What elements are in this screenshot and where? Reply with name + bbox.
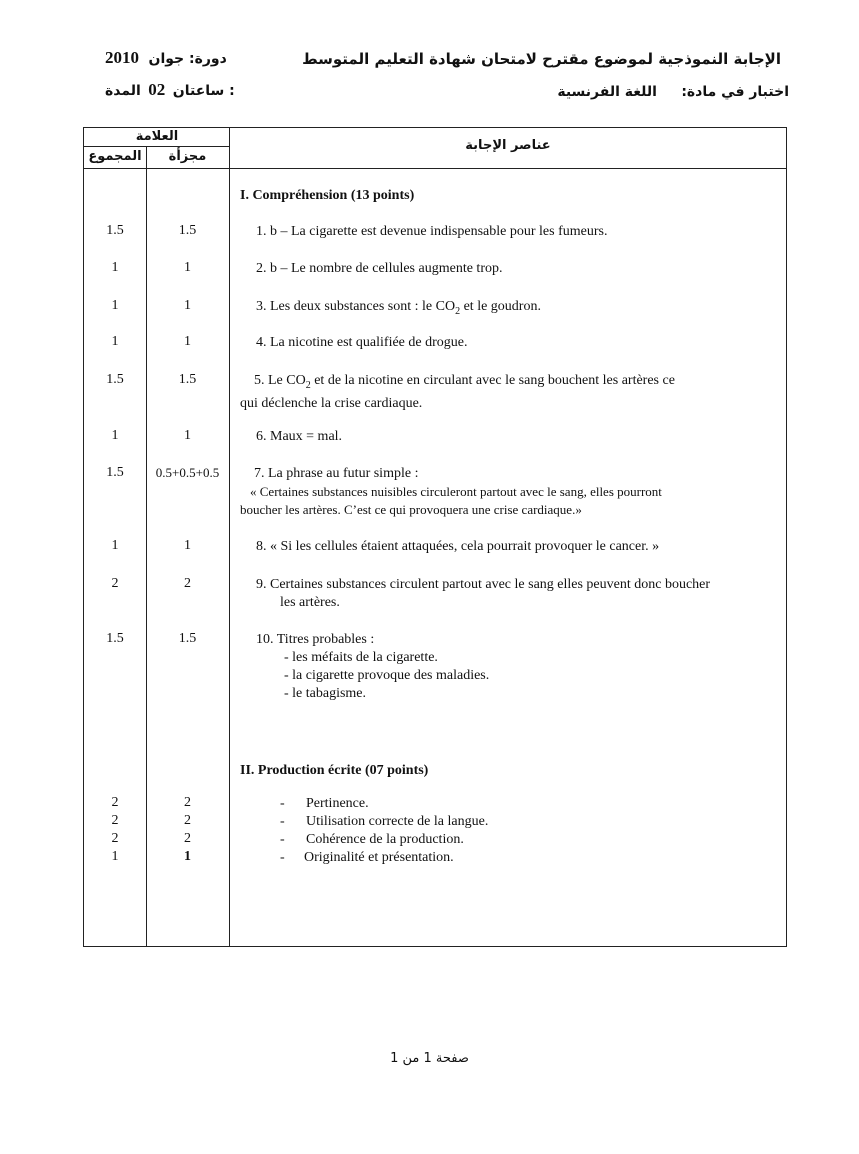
title-list <box>242 649 778 703</box>
total-mark: 2 <box>111 813 119 828</box>
bullet-dash: - <box>280 814 285 829</box>
answers-header: عناصر الإجابة <box>465 138 551 153</box>
total-mark: 1 <box>111 428 119 443</box>
subject-value: اللغة الفرنسية <box>557 84 657 100</box>
duration-label: المدة : <box>105 83 235 99</box>
list-item: - les méfaits de la cigarette. <box>284 650 438 665</box>
document-title: الإجابة النموذجية لموضوع مقترح لامتحان شهادة التعليم المتوسط <box>302 50 781 68</box>
partial-mark: 1.5 <box>178 631 197 646</box>
partial-mark: 1.5 <box>178 223 197 238</box>
answer-text-line: qui déclenche la crise cardiaque. <box>240 395 423 411</box>
criterion-text <box>240 831 778 849</box>
criterion-label: Utilisation correcte de la langue. <box>306 814 489 829</box>
answer-text <box>256 576 778 612</box>
list-item: - la cigarette provoque des maladies. <box>284 668 490 683</box>
duration-unit: ساعتان <box>172 83 225 99</box>
answer-text: 4. La nicotine est qualifiée de drogue. <box>256 335 468 350</box>
answer-text-line: 7. La phrase au futur simple : <box>254 466 419 481</box>
row-divider <box>84 146 230 147</box>
answer-text-part: et le goudron. <box>460 299 541 314</box>
total-mark: 1 <box>111 538 119 553</box>
total-mark: 1.5 <box>106 372 124 387</box>
total-mark: 1 <box>111 298 119 313</box>
answer-text-line: 9. Certaines substances circulent partout avec le sang elles peuvent donc boucher <box>256 577 711 592</box>
duration-line <box>105 80 235 100</box>
total-mark: 1 <box>111 260 119 275</box>
total-mark: 1.5 <box>106 465 124 480</box>
row-divider <box>84 168 786 169</box>
partial-mark: 1 <box>184 849 191 864</box>
column-divider <box>229 128 230 946</box>
total-mark: 1 <box>111 334 119 349</box>
answer-text <box>240 372 778 413</box>
session-label: دورة: جوان <box>148 51 227 67</box>
partial-mark: 1 <box>184 538 191 553</box>
partial-mark: 1 <box>184 428 191 443</box>
marks-header: العلامة <box>135 129 179 144</box>
total-header: المجموع <box>88 149 142 164</box>
total-mark: 1.5 <box>106 631 124 646</box>
partial-mark: 1.5 <box>178 372 197 387</box>
answer-text: 1. b – La cigarette est devenue indispensable pour les fumeurs. <box>256 224 608 239</box>
session-year: 2010 <box>105 48 139 67</box>
partial-mark: 2 <box>184 576 191 591</box>
answer-text-part: et de la nicotine en circulant avec le sang bouchent les artères ce <box>310 373 675 388</box>
partial-mark: 2 <box>184 795 191 810</box>
answer-text <box>240 465 778 519</box>
answer-text-part: 3. Les deux substances sont : le CO <box>256 299 456 314</box>
list-item: - le tabagisme. <box>284 686 367 701</box>
subscript: 2 <box>305 379 311 391</box>
total-mark: 1.5 <box>106 223 124 238</box>
criterion-label: Originalité et présentation. <box>304 850 454 865</box>
section-title: II. Production écrite (07 points) <box>240 763 429 778</box>
partial-mark: 2 <box>184 813 191 828</box>
partial-mark: 0.5+0.5+0.5 <box>155 465 220 480</box>
subscript: 2 <box>455 305 461 317</box>
page-number: صفحة 1 من 1 <box>390 1051 469 1066</box>
answer-text: 6. Maux = mal. <box>256 429 343 444</box>
answer-text <box>256 298 778 321</box>
partial-mark: 1 <box>184 260 191 275</box>
criterion-text <box>240 795 778 813</box>
answer-text: 8. « Si les cellules étaient attaquées, cela pourrait provoquer le cancer. » <box>256 539 660 554</box>
partial-mark: 2 <box>184 831 191 846</box>
answer-text-line: les artères. <box>280 595 340 610</box>
bullet-dash: - <box>280 796 285 811</box>
total-mark: 1 <box>111 849 119 864</box>
bullet-dash: - <box>280 850 285 865</box>
partial-mark: 1 <box>184 334 191 349</box>
bullet-dash: - <box>280 832 285 847</box>
criterion-text <box>240 849 778 867</box>
partial-mark: 1 <box>184 298 191 313</box>
total-mark: 2 <box>111 795 119 810</box>
section-title: I. Compréhension (13 points) <box>240 188 415 203</box>
partial-header: مجزأة <box>168 149 207 164</box>
subject-label: اختبار في مادة: <box>681 84 789 100</box>
total-mark: 2 <box>111 831 119 846</box>
duration-value: 02 <box>148 80 166 99</box>
total-mark: 2 <box>111 576 119 591</box>
answer-text: 2. b – Le nombre de cellules augmente trop. <box>256 261 503 276</box>
answer-text-line: 10. Titres probables : <box>256 632 375 647</box>
answer-text-line: boucher les artères. C’est ce qui provoquera une crise cardiaque.» <box>240 502 582 517</box>
criterion-label: Cohérence de la production. <box>306 832 464 847</box>
subject-line <box>557 84 789 100</box>
answer-text-line: « Certaines substances nuisibles circuleront partout avec le sang, elles pourront <box>250 484 662 499</box>
answer-table <box>83 127 787 947</box>
session-line <box>105 48 227 68</box>
criterion-label: Pertinence. <box>306 796 369 811</box>
criterion-text <box>240 813 778 831</box>
answer-text <box>256 631 778 703</box>
answer-text-part: 5. Le CO <box>254 373 306 388</box>
